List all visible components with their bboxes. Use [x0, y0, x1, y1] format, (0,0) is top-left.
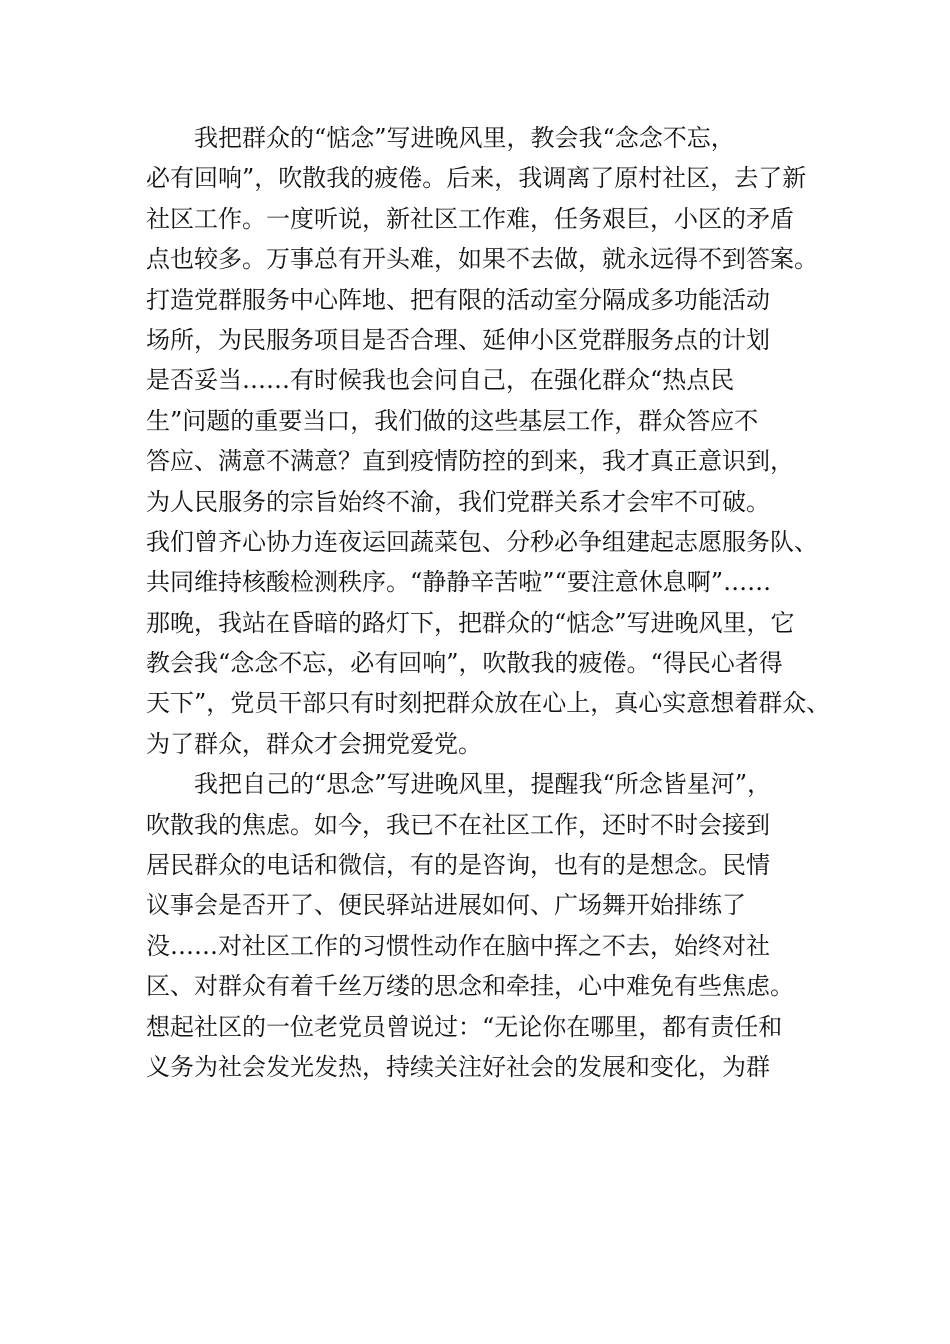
text-line: 为了群众，群众才会拥党爱党。: [146, 729, 482, 758]
text-line: 我把群众的“惦念”写进晚风里，教会我“念念不忘，: [194, 124, 735, 152]
body-text: [146, 118, 846, 1087]
text-line: 答应、满意不满意？直到疫情防控的到来，我才真正意识到，: [146, 447, 794, 476]
text-line: 想起社区的一位老党员曾说过：“无论你在哪里，都有责任和: [146, 1012, 783, 1041]
text-line: 我把自己的“思念”写进晚风里，提醒我“所念皆星河”，: [194, 770, 772, 799]
text-line: 是否妥当……有时候我也会问自己，在强化群众“热点民: [146, 366, 735, 395]
text-line: 打造党群服务中心阵地、把有限的活动室分隔成多功能活动: [146, 285, 770, 314]
text-line: 社区工作。一度听说，新社区工作难，任务艰巨，小区的矛盾: [146, 204, 794, 233]
text-line: 没……对社区工作的习惯性动作在脑中挥之不去，始终对社: [146, 931, 770, 960]
text-line: 为人民服务的宗旨始终不渝，我们党群关系才会牢不可破。: [146, 487, 770, 516]
text-line: 吹散我的焦虑。如今，我已不在社区工作，还时不时会接到: [146, 810, 770, 839]
text-line: 共同维持核酸检测秩序。“静静辛苦啦”“要注意休息啊”……: [146, 568, 772, 597]
text-line: 生”问题的重要当口，我们做的这些基层工作，群众答应不: [146, 406, 759, 435]
text-line: 场所，为民服务项目是否合理、延伸小区党群服务点的计划: [146, 325, 770, 354]
text-line: 义务为社会发光发热，持续关注好社会的发展和变化，为群: [146, 1052, 770, 1081]
text-line: 教会我“念念不忘，必有回响”，吹散我的疲倦。“得民心者得: [146, 649, 783, 678]
text-line: 区、对群众有着千丝万缕的思念和牵挂，心中难免有些焦虑。: [146, 972, 794, 1001]
text-line: 点也较多。万事总有开头难，如果不去做，就永远得不到答案。: [146, 245, 818, 274]
text-line: 天下”，党员干部只有时刻把群众放在心上，真心实意想着群众、: [146, 689, 831, 718]
text-line: 居民群众的电话和微信，有的是咨询，也有的是想念。民情: [146, 851, 770, 880]
text-line: 那晚，我站在昏暗的路灯下，把群众的“惦念”写进晚风里，它: [146, 608, 795, 637]
text-line: 必有回响”，吹散我的疲倦。后来，我调离了原村社区，去了新: [146, 164, 807, 193]
text-line: 议事会是否开了、便民驿站进展如何、广场舞开始排练了: [146, 891, 746, 920]
text-line: 我们曾齐心协力连夜运回蔬菜包、分秒必争组建起志愿服务队、: [146, 527, 818, 556]
